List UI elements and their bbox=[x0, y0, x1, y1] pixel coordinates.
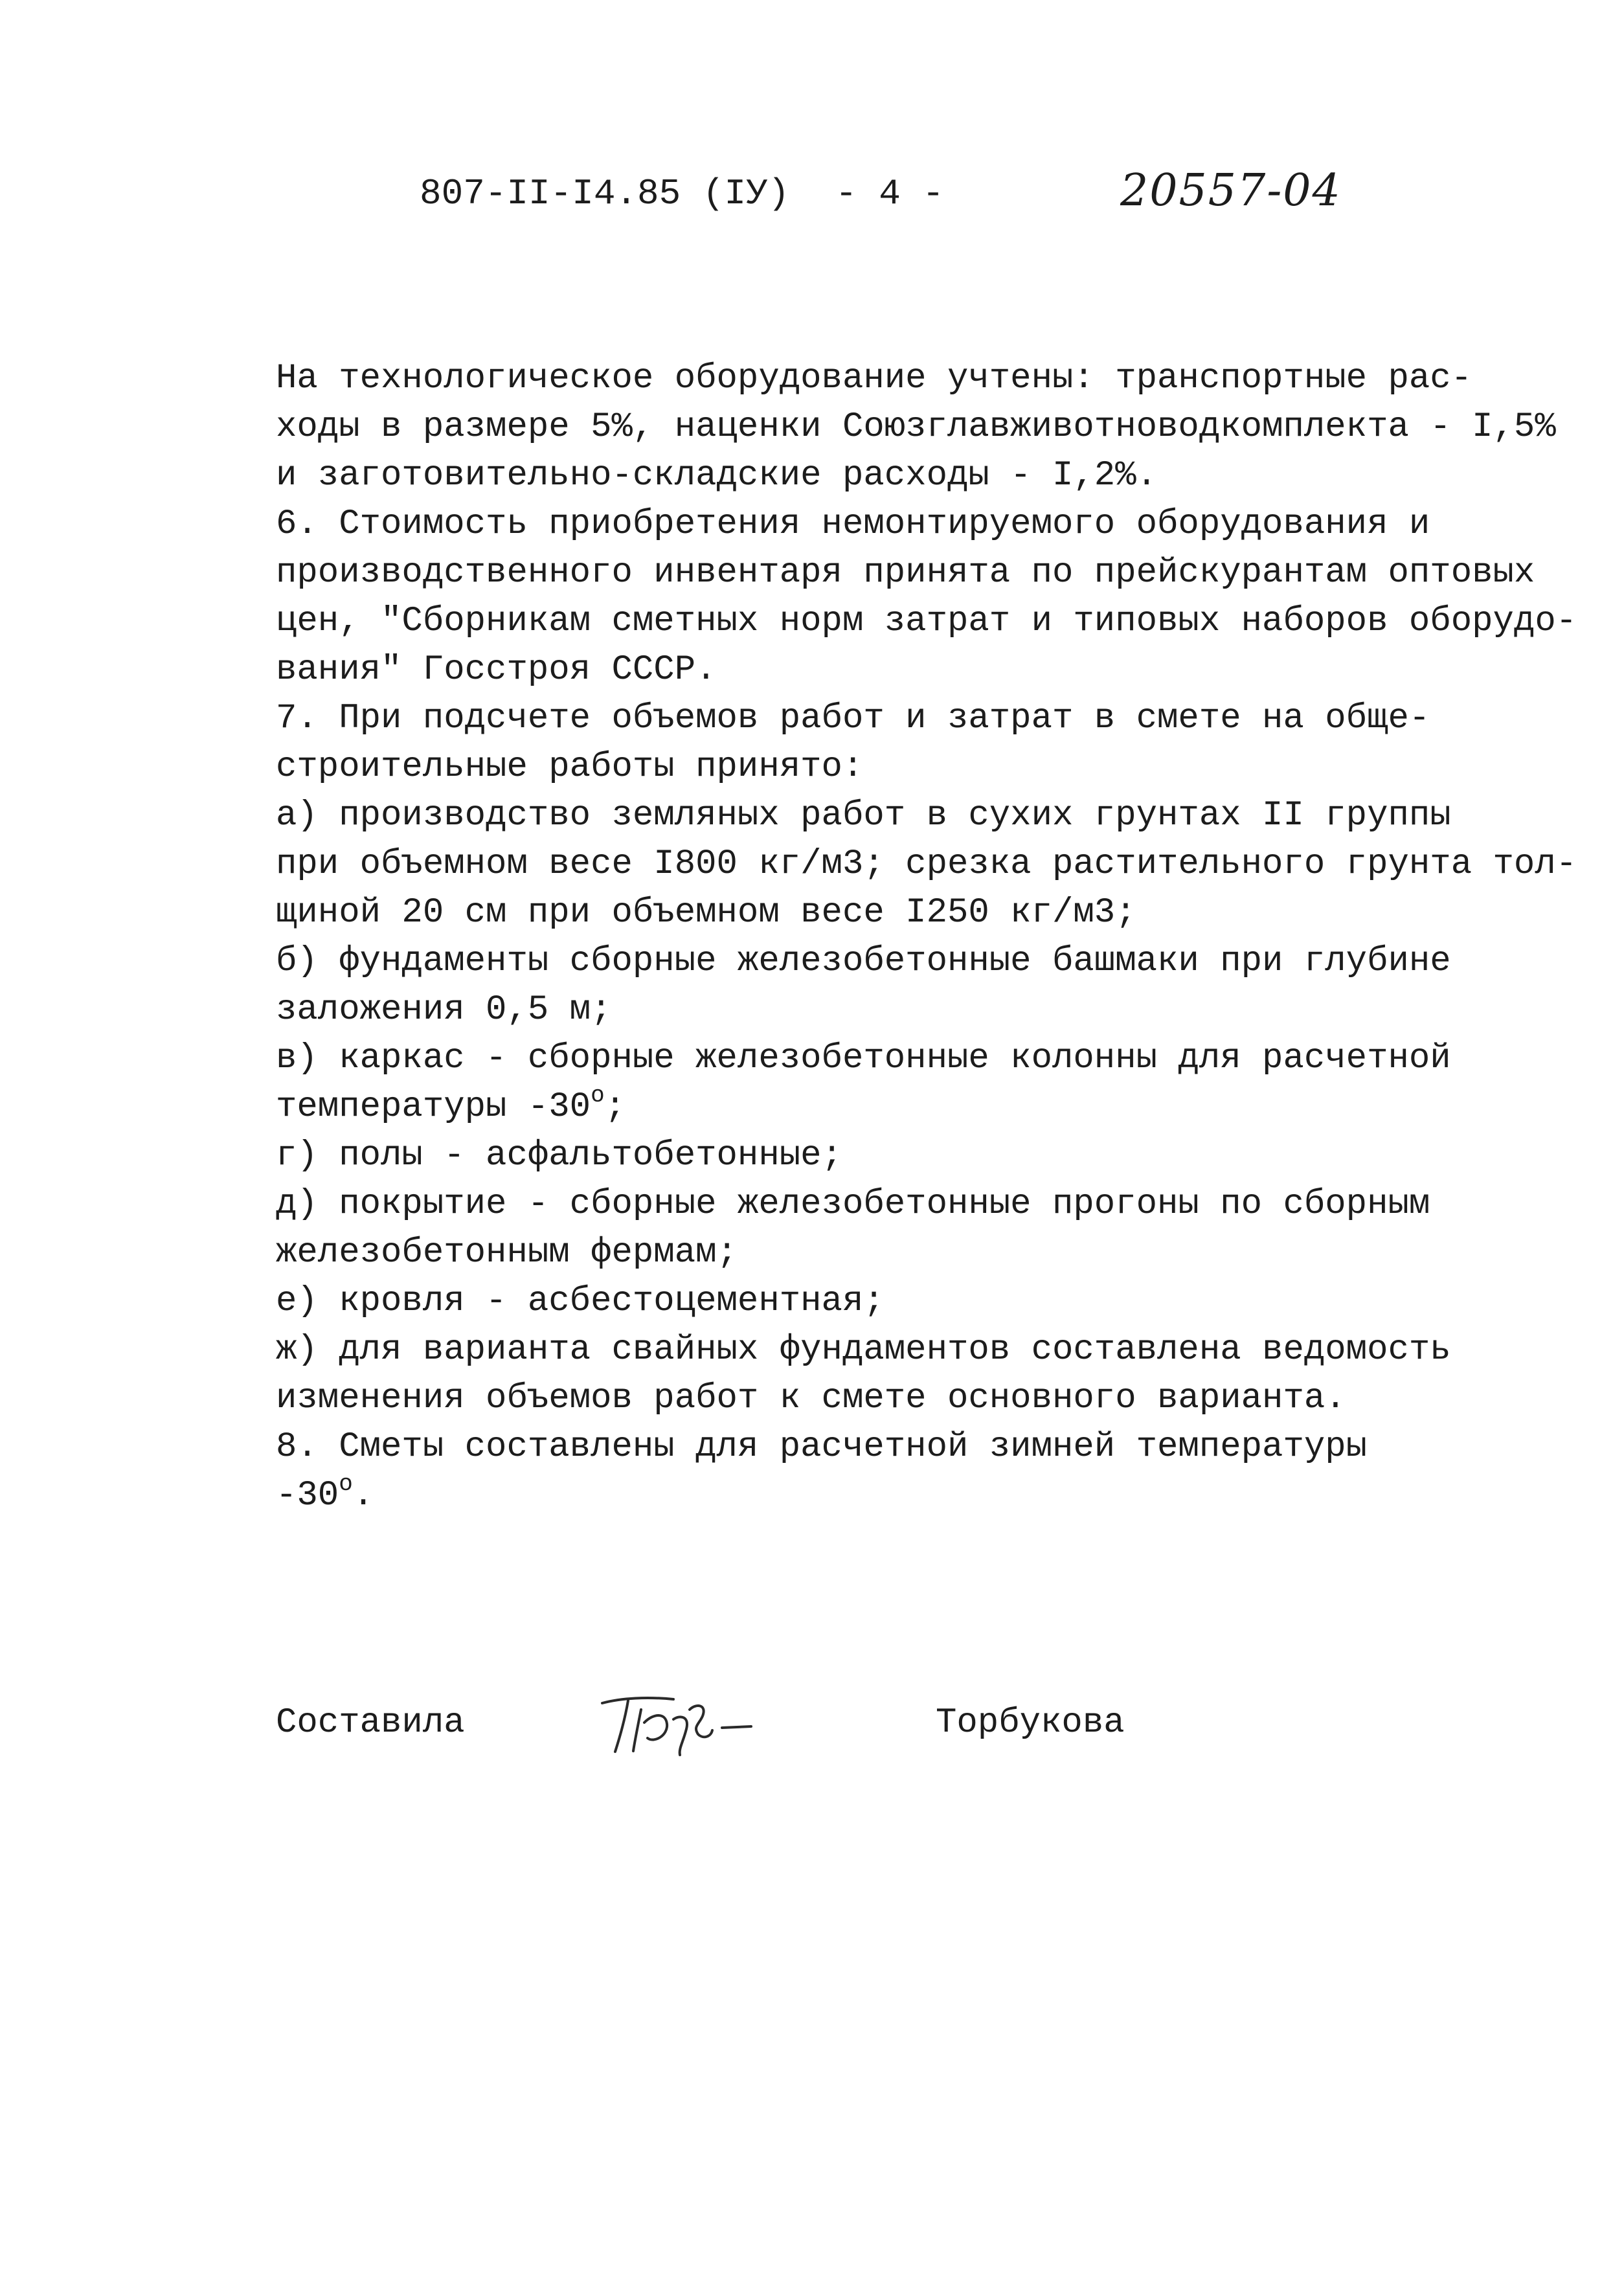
text-line: 8. Сметы составлены для расчетной зимней температуры bbox=[276, 1427, 1368, 1467]
text-line: железобетонным фермам; bbox=[276, 1233, 738, 1272]
handwritten-document-number: 20557-04 bbox=[1120, 165, 1342, 216]
text-line: строительные работы принято: bbox=[276, 747, 864, 787]
text-line: д) покрытие - сборные железобетонные прогоны по сборным bbox=[276, 1184, 1430, 1224]
text-line: ходы в размере 5%, наценки Союзглавживотноводкомплекта - I,5% bbox=[276, 407, 1556, 447]
text-line: и заготовительно-складские расходы - I,2%. bbox=[276, 456, 1158, 495]
text-line: ж) для варианта свайных фундаментов составлена ведомость bbox=[276, 1330, 1451, 1370]
handwritten-signature bbox=[583, 1684, 764, 1761]
text-line: На технологическое оборудование учтены: транспортные рас- bbox=[276, 359, 1472, 398]
text-line: при объемном весе I800 кг/м3; срезка растительного грунта тол- bbox=[276, 844, 1577, 884]
signature-block bbox=[0, 1684, 1624, 1781]
text-line: 6. Стоимость приобретения немонтируемого оборудования и bbox=[276, 504, 1430, 544]
signature-label: Составила bbox=[276, 1703, 465, 1743]
text-line: производственного инвентаря принята по прейскурантам оптовых bbox=[276, 553, 1535, 593]
signatory-name: Торбукова bbox=[936, 1703, 1125, 1743]
degree-superscript: o bbox=[339, 1471, 353, 1497]
text-line: б) фундаменты сборные железобетонные башмаки при глубине bbox=[276, 942, 1451, 981]
text-line: 7. При подсчете объемов работ и затрат в смете на обще- bbox=[276, 699, 1430, 738]
page-number: - 4 - bbox=[835, 173, 945, 214]
document-code: 807-II-I4.85 (IУ) bbox=[420, 173, 790, 214]
text-line: щиной 20 см при объемном весе I250 кг/м3; bbox=[276, 893, 1136, 933]
text-line: а) производство земляных работ в сухих грунтах II группы bbox=[276, 796, 1451, 835]
text-line: заложения 0,5 м; bbox=[276, 990, 612, 1030]
text-line: температуры -30$^o$; bbox=[276, 1082, 626, 1127]
text-line: в) каркас - сборные железобетонные колонны для расчетной bbox=[276, 1039, 1451, 1078]
degree-superscript: o bbox=[591, 1082, 605, 1109]
text-line: -30$^o$. bbox=[276, 1471, 374, 1515]
text-line: цен, "Сборникам сметных норм затрат и типовых наборов оборудо- bbox=[276, 602, 1577, 641]
text-line: изменения объемов работ к смете основного варианта. bbox=[276, 1379, 1346, 1418]
text-line: е) кровля - асбестоцементная; bbox=[276, 1282, 885, 1321]
page-header bbox=[0, 165, 1624, 236]
text-line: г) полы - асфальтобетонные; bbox=[276, 1136, 842, 1175]
text-line: вания" Госстроя СССР. bbox=[276, 650, 717, 690]
